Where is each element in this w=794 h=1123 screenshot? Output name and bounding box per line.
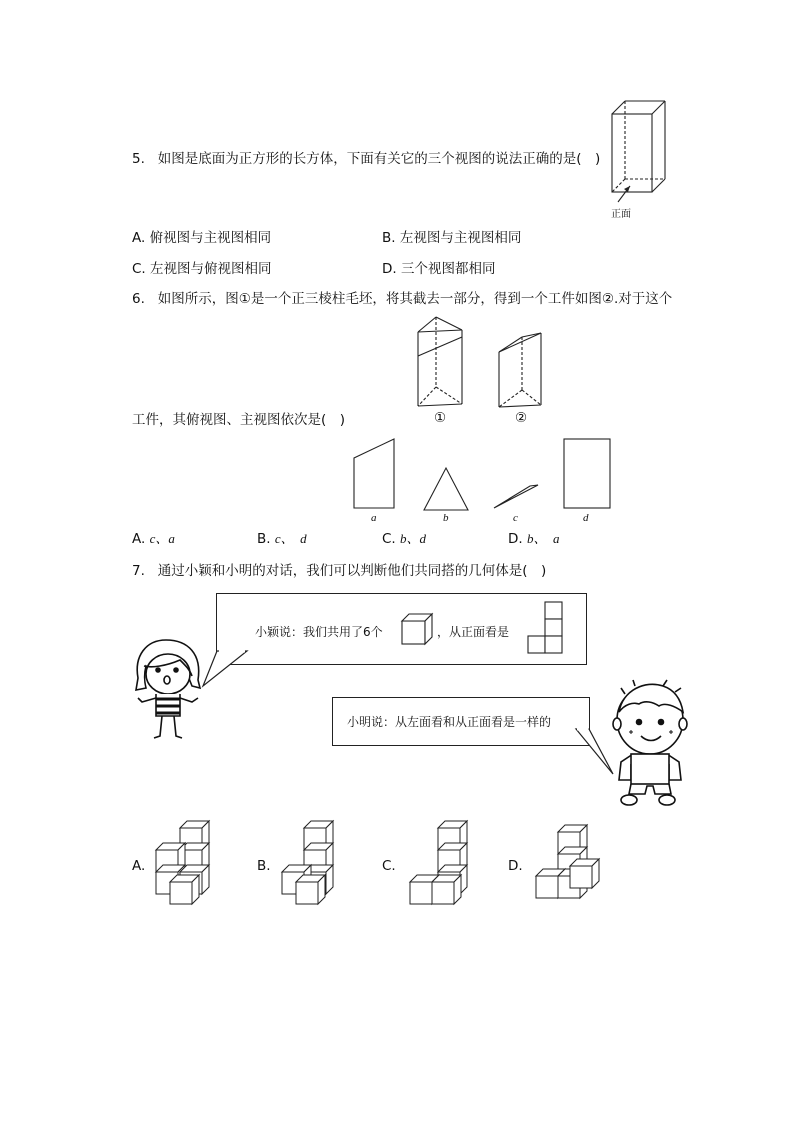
q5-stem [132, 151, 600, 167]
q6-option-b[interactable] [257, 531, 307, 547]
q6-fig1-label: ① [434, 410, 447, 426]
q5-option-d[interactable] [382, 261, 495, 277]
q5-option-c-text: 左视图与俯视图相同 [150, 261, 272, 277]
q6-option-b-key: B. [257, 531, 271, 547]
q5-text: 如图是底面为正方形的长方体，下面有关它的三个视图的说法正确的是( ) [157, 151, 601, 167]
q5-option-b-text: 左视图与主视图相同 [399, 230, 522, 246]
xiaoying-speech-post: ，从正面看是 [437, 625, 510, 639]
q7-option-a-figure[interactable] [150, 818, 220, 910]
xiaoying-girl-illustration [130, 636, 210, 746]
q6-view-d-label: d [583, 512, 589, 524]
q6-option-c-key: C. [382, 531, 396, 547]
q6-view-b-label: b [443, 512, 449, 524]
q6-option-c-text: b、d [400, 531, 427, 546]
q6-view-c [490, 482, 542, 512]
q5-option-a-key: A. [132, 230, 146, 246]
q6-stem [132, 291, 672, 307]
q7-number: 7. [132, 563, 145, 579]
q6-view-c-label: c [513, 512, 518, 524]
q5-option-c-key: C. [132, 261, 146, 277]
q5-option-d-text: 三个视图都相同 [400, 261, 496, 277]
q7-option-b-key[interactable]: B. [257, 858, 271, 874]
q5-option-a[interactable] [132, 230, 271, 246]
single-cube-icon [400, 612, 434, 646]
q7-option-d-key[interactable]: D. [508, 858, 523, 874]
q6-workpiece-figure-2 [494, 330, 554, 410]
q6-option-d[interactable] [508, 531, 560, 547]
q5-option-b[interactable] [382, 230, 521, 246]
q6-view-a-label: a [371, 512, 377, 524]
q6-option-a-key: A. [132, 531, 146, 547]
xiaoming-speech: 小明说：从左面看和从正面看是一样的 [347, 715, 552, 729]
q5-front-label: 正面 [611, 209, 631, 220]
q6-option-c[interactable] [382, 531, 426, 547]
q7-option-a-key[interactable]: A. [132, 858, 146, 874]
q6-prism-figure-1 [412, 312, 472, 412]
q5-number: 5. [132, 151, 145, 167]
q6-view-a [350, 436, 400, 512]
q6-option-d-text: b、 a [526, 531, 560, 546]
q6-view-b [420, 464, 472, 512]
q5-option-a-text: 俯视图与主视图相同 [149, 230, 272, 246]
q5-option-b-key: B. [382, 230, 396, 246]
xiaoming-boy-illustration [605, 680, 695, 810]
q7-option-b-figure[interactable] [276, 818, 346, 910]
q6-stem-line2: 工件，其俯视图、主视图依次是( ) [132, 412, 346, 428]
q5-option-c[interactable] [132, 261, 272, 277]
q6-option-a[interactable] [132, 531, 175, 547]
q7-option-d-figure[interactable] [530, 822, 600, 910]
front-view-icon [525, 600, 565, 654]
q6-number: 6. [132, 291, 145, 307]
q7-option-c-figure[interactable] [402, 818, 472, 910]
q7-stem [132, 563, 546, 579]
q7-option-c-key[interactable]: C. [382, 858, 396, 874]
q6-option-a-text: c、a [149, 531, 175, 546]
xiaoying-speech-pre: 小颖说：我们共用了6个 [255, 625, 383, 639]
q6-fig2-label: ② [515, 410, 528, 426]
q6-view-d [560, 436, 614, 512]
q6-option-b-text: c、 d [274, 531, 307, 546]
q5-option-d-key: D. [382, 261, 397, 277]
q7-text: 通过小颖和小明的对话，我们可以判断他们共同搭的几何体是( ) [157, 563, 547, 579]
q6-text: 如图所示，图①是一个正三棱柱毛坯，将其截去一部分，得到一个工件如图②.对于这个 [157, 291, 673, 307]
q6-option-d-key: D. [508, 531, 523, 547]
